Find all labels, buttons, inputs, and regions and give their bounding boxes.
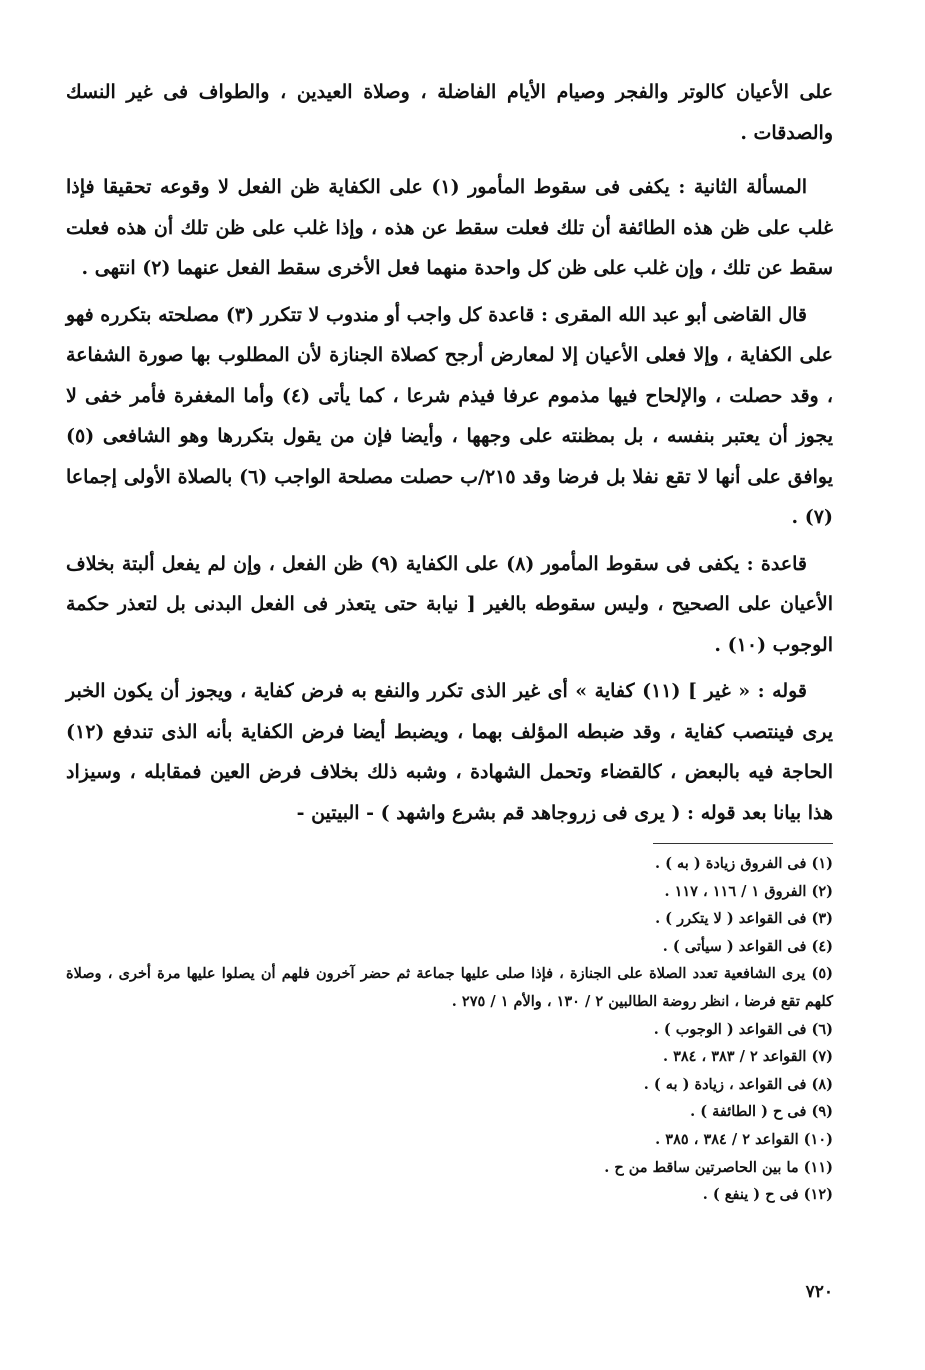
footnote-5: (٥) يرى الشافعية تعدد الصلاة على الجنازة ، فإذا صلى عليها جماعة ثم حضر آخرون فلهم أن يصلوا عليها مرة أخرى ، وصلاة كلهم تقع فرضا ، انظر روضة الطالبين ٢ / ١٣٠ ، والأم ١ / ٢٧٥ .	[66, 965, 833, 1010]
footnote-9: (٩) فى ح ( الطائفة ) .	[690, 1103, 833, 1121]
paragraph-3: قال القاضى أبو عبد الله المقرى : قاعدة كل واجب أو مندوب لا تتكرر (٣) مصلحته بتكرره فهو على الكفاية ، وإلا فعلى الأعيان إلا لمعارض أرجح كصلاة الجنازة لأن المطلوب بها صورة الشفاعة ، وقد حصلت ، والإلحاح فيها مذموم عرفا فيذم شرعا ، كما يأتى (٤) وأما المغفرة فأمر خفى لا يجوز أن يعتبر بنفسه ، بل بمظنته على وجهها ، وأيضا فإن من يقول بتكررها وهو الشافعى (٥) يوافق على أنها لا تقع نفلا بل فرضا وقد ٢١٥/ب حصلت مصلحة الواجب (٦) بالصلاة الأولى إجماعا (٧) .	[66, 303, 834, 528]
footnote-10: (١٠) القواعد ٢ / ٣٨٤ ، ٣٨٥ .	[655, 1130, 833, 1148]
paragraph-2: المسألة الثانية : يكفى فى سقوط المأمور (١) على الكفاية ظن الفعل لا وقوعه تحقيقا فإذا غلب على ظن هذه الطائفة أن تلك فعلت سقط عن هذه ، وإذا غلب على ظن تلك أن هذه فعلت سقط عن تلك ، وإن غلب على ظن كل واحدة منهما فعل الأخرى سقط الفعل عنهما (٢) انتهى .	[66, 176, 833, 279]
footnotes	[66, 850, 833, 1209]
page-number: ٧٢٠	[805, 1282, 833, 1302]
footnote-12: (١٢) فى ح ( ينفع ) .	[702, 1186, 833, 1204]
footnote-6: (٦) فى القواعد ( الوجوب ) .	[653, 1020, 833, 1038]
footnote-4: (٤) فى القواعد ( سيأتى ) .	[662, 937, 833, 955]
footnote-3: (٣) فى القواعد ( لا يتكرر ) .	[655, 910, 833, 928]
footnote-separator	[653, 843, 833, 844]
footnote-7: (٧) القواعد ٢ / ٣٨٣ ، ٣٨٤ .	[662, 1048, 833, 1066]
main-text	[66, 72, 833, 833]
paragraph-5: قوله : « غير ] (١١) كفاية » أى غير الذى تكرر والنفع به فرض كفاية ، ويجوز أن يكون الخبر يرى فينتصب كفاية ، وقد ضبطه المؤلف بهما ، ويضبط أيضا فرض الكفاية بأنه الذى تندفع (١٢) الحاجة فيه بالبعض ، كالقضاء وتحمل الشهادة ، وشبه ذلك بخلاف فرض العين فمقابله ، وسيزاد هذا بيانا بعد قوله : ( يرى فى زروجاهد قم بشرع واشهد ) - البيتين -	[66, 680, 833, 824]
paragraph-4: قاعدة : يكفى فى سقوط المأمور (٨) على الكفاية (٩) ظن الفعل ، وإن لم يفعل ألبتة بخلاف الأعيان على الصحيح ، وليس سقوطه بالغير [ نيابة حتى يتعذر فى الفعل البدنى بل لتعذر حكمة الوجوب (١٠) .	[66, 552, 833, 656]
footnote-2: (٢) الفروق ١ / ١١٦ ، ١١٧ .	[664, 882, 833, 900]
paragraph-1: على الأعيان كالوتر والفجر وصيام الأيام الفاضلة ، وصلاة العيدين ، والطواف فى غير النسك والصدقات .	[66, 81, 833, 144]
footnote-11: (١١) ما بين الحاصرتين ساقط من ح .	[604, 1158, 833, 1176]
footnote-8: (٨) فى القواعد ، زيادة ( به ) .	[643, 1075, 833, 1093]
footnote-1: (١) فى الفروق زيادة ( به ) .	[654, 855, 833, 872]
